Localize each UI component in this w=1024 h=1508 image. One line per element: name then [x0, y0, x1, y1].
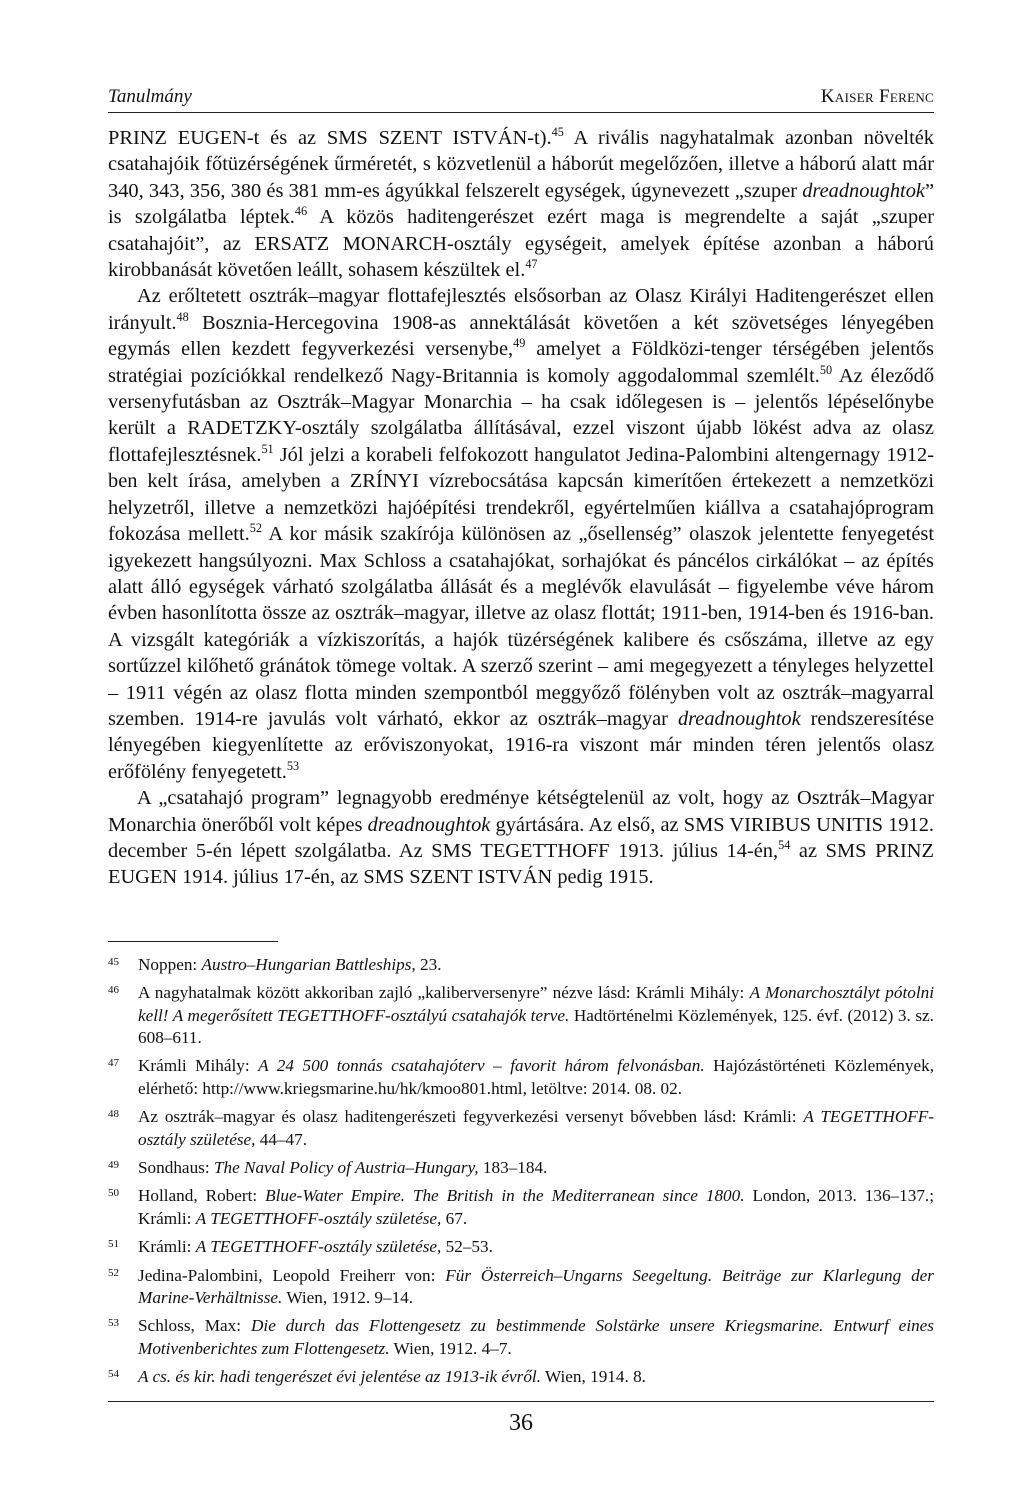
footnote-number: 45: [108, 955, 119, 968]
footnote-ref[interactable]: 54: [778, 838, 791, 853]
footnote-ref[interactable]: 47: [525, 257, 538, 272]
footnote: 47 Krámli Mihály: A 24 500 tonnás csatahajóterv – favorit három felvonásban. Hajózástörténeti Közlemények, elérhető: http://www.kriegsmarine.hu/hk/kmoo801.html, letöltve: 2014. 08. 02.: [108, 1055, 934, 1100]
author-name: Kaiser Ferenc: [820, 86, 934, 107]
page: [108, 86, 934, 1437]
footnote: 50 Holland, Robert: Blue-Water Empire. The British in the Mediterranean since 1800. London, 2013. 136–137.; Krámli: A TEGETTHOFF-osztály születése, 67.: [108, 1185, 934, 1230]
footnote-ref[interactable]: 49: [513, 336, 526, 351]
footnote-number: 54: [108, 1368, 119, 1381]
footnote-number: 52: [108, 1266, 119, 1279]
section-label: Tanulmány: [108, 86, 192, 107]
footnote: 51 Krámli: A TEGETTHOFF-osztály születése, 52–53.: [108, 1236, 934, 1258]
footnote: 52 Jedina-Palombini, Leopold Freiherr von: Für Österreich–Ungarns Seegeltung. Beiträge zur Klarlegung der Marine-Verhältnisse. Wien, 1912. 9–14.: [108, 1265, 934, 1310]
footnote-number: 53: [108, 1317, 119, 1330]
footnote-separator: [108, 941, 278, 942]
footnote: 45 Noppen: Austro–Hungarian Battleships, 23.: [108, 954, 934, 976]
footnote-number: 50: [108, 1187, 119, 1200]
footnote-ref[interactable]: 46: [294, 204, 308, 219]
footnote: 46 A nagyhatalmak között akkoriban zajló „kaliberversenyre” nézve lásd: Krámli Mihály: A Monarchosztályt pótolni kell! A megerősített TEGETTHOFF-osztályú csatahajók terve. Hadtörténelmi Közlemények, 125. évf. (2012) 3. sz. 608–611.: [108, 982, 934, 1049]
footnote-number: 49: [108, 1159, 119, 1172]
footnote-ref[interactable]: 53: [286, 758, 300, 773]
footnote-number: 47: [108, 1057, 119, 1070]
footnote-number: 48: [108, 1108, 119, 1121]
footnotes: [108, 954, 934, 1389]
footnote: 48 Az osztrák–magyar és olasz haditengerészeti fegyverkezési versenyt bővebben lásd: Krámli: A TEGETTHOFF-osztály születése, 44–47.: [108, 1106, 934, 1151]
paragraph-2: Az erőltetett osztrák–magyar flottafejlesztés elsősorban az Olasz Királyi Haditengerészet ellen irányult.$^{48}$ Bosznia-Hercegovina 1908-as annektálását követően a két szövetséges lényegében egymás ellen kezdett fegyverkezési versenybe,$^{49}$ amelyet a Földközi-tenger térségében jelentős stratégiai pozíciókkal rendelkező Nagy-Britannia is komoly aggodalommal szemlélt.$^{50}$ Az éleződő versenyfutásban az Osztrák–Magyar Monarchia – ha csak időlegesen is – jelentős lépéselőnybe került a RADETZKY-osztály szolgálatba állításával, ezzel viszont újabb lökést adva az olasz flottafejlesztésnek.$^{51}$ Jól jelzi a korabeli felfokozott hangulatot Jedina-Palombini altengernagy 1912-ben kelt írása, amelyben a ZRÍNYI vízrebocsátása kapcsán kimerítően értekezett a nemzetközi helyzetről, illetve a nemzetközi hajóépítési trendekről, egyértelműen kiállva a csatahajóprogram fokozása mellett.$^{52}$ A kor másik szakírója különösen az „ősellenség” olaszok jelentette fenyegetést igyekezett hangsúlyozni. Max Schloss a csatahajókat, sorhajókat és páncélos cirkálókat – az építés alatt álló egységek várható szolgálatba állását és a meglévők elavulását – figyelembe véve három évben hasonlította össze az osztrák–magyar, illetve az olasz flottát; 1911-ben, 1914-ben és 1916-ban. A vizsgált kategóriák a vízkiszorítás, a hajók tüzérségének kalibere és csőszáma, illetve az egy sortűzzel kilőhető gránátok tömege voltak. A szerző szerint – ami megegyezett a tényleges helyzettel – 1911 végén az olasz flotta minden szempontból meggyőző fölényben volt az osztrák–magyarral szemben. 1914-re javulás volt várható, ekkor az osztrák–magyar dreadnoughtok rendszeresítése lényegében kiegyenlítette az erőviszonyokat, 1916-ra viszont már minden téren jelentős olasz erőfölény fenyegetett.$^{53}$: [108, 285, 935, 783]
running-header: [108, 86, 934, 113]
paragraph-1: PRINZ EUGEN-t és az SMS SZENT ISTVÁN-t).$^{45}$ A rivális nagyhatalmak azonban növelték csatahajóik főtüzérségének űrméretét, s közvetlenül a háborút megelőzően, illetve a háború alatt már 340, 343, 356, 380 és 381 mm-es ágyúkkal felszerelt egységek, úgynevezett „szuper dreadnoughtok” is szolgálatba léptek.$^{46}$ A közös haditengerészet ezért maga is megrendelte a saját „szuper csatahajóit”, az ERSATZ MONARCH-osztály egységeit, amelyek építése azonban a háború kirobbanását követően leállt, sohasem készültek el.$^{47}$: [108, 125, 934, 282]
footnote-number: 46: [108, 984, 119, 997]
footnote-number: 51: [108, 1238, 119, 1251]
footnote-ref[interactable]: 51: [261, 442, 274, 457]
footnote-ref[interactable]: 45: [551, 125, 564, 140]
footnote-ref[interactable]: 50: [819, 362, 833, 377]
footnote: 49 Sondhaus: The Naval Policy of Austria–Hungary, 183–184.: [108, 1157, 934, 1179]
footnote-ref[interactable]: 52: [249, 521, 262, 536]
footnote-ref[interactable]: 48: [176, 310, 189, 325]
footnote: 54 A cs. és kir. hadi tengerészet évi jelentése az 1913-ik évről. Wien, 1914. 8.: [108, 1366, 934, 1388]
footnote: 53 Schloss, Max: Die durch das Flottengesetz zu bestimmende Solstärke unsere Kriegsmarine. Entwurf eines Motivenberichtes zum Flottengesetz. Wien, 1912. 4–7.: [108, 1315, 934, 1360]
bottom-rule: [108, 1401, 934, 1402]
paragraph-3: A „csatahajó program” legnagyobb eredménye kétségtelenül az volt, hogy az Osztrák–Magyar Monarchia önerőből volt képes dreadnoughtok gyártására. Az első, az SMS VIRIBUS UNITIS 1912. december 5-én lépett szolgálatba. Az SMS TEGETTHOFF 1913. július 14-én,$^{54}$ az SMS PRINZ EUGEN 1914. július 17-én, az SMS SZENT ISTVÁN pedig 1915.: [108, 787, 934, 889]
page-number: 36: [509, 1409, 533, 1436]
body-text: [108, 125, 934, 891]
